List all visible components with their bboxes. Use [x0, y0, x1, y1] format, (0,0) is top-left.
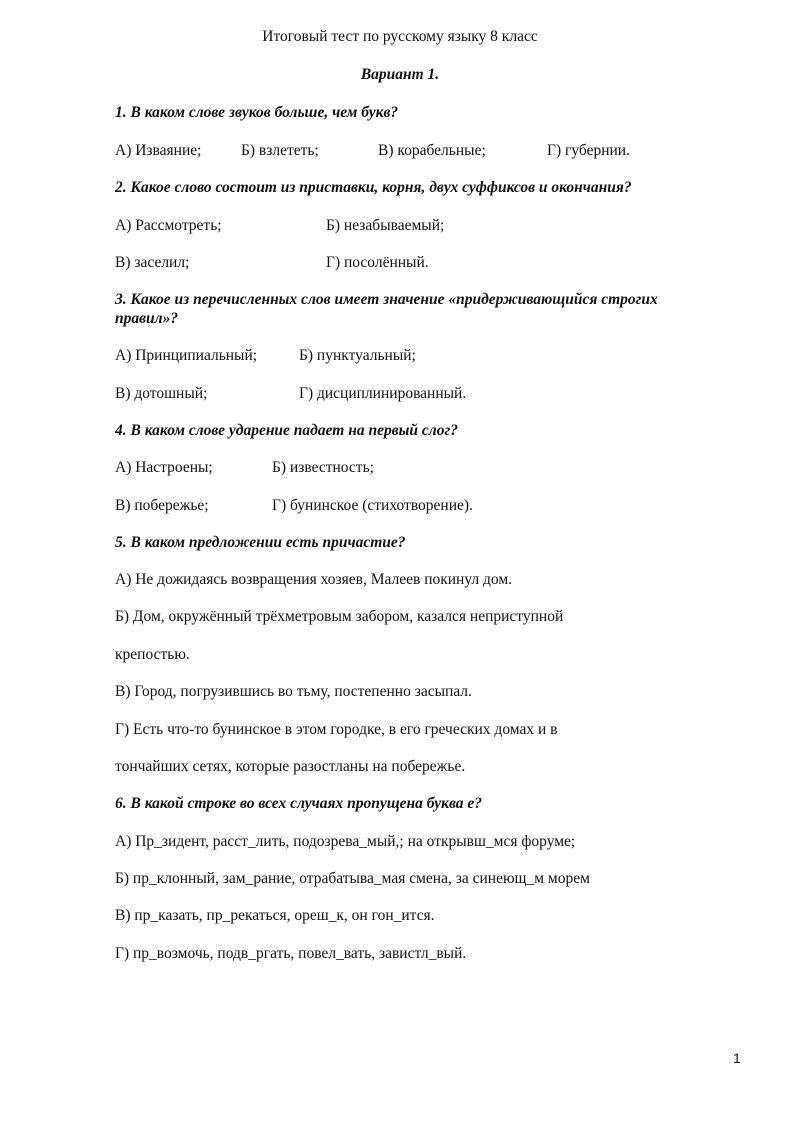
question-6: 6. В какой строке во всех случаях пропущена буква е? — [115, 795, 483, 812]
page-number: 1 — [733, 1050, 741, 1066]
q5-option-d-continued: тончайших сетях, которые разостланы на побережье. — [115, 758, 466, 775]
q1-option-a: А) Изваяние; — [115, 142, 202, 159]
q3-option-b: Б) пунктуальный; — [299, 347, 416, 364]
q2-option-d: Г) посолённый. — [326, 254, 429, 271]
q6-option-d: Г) пр_возмочь, подв_ргать, повел_вать, завистл_вый. — [115, 945, 467, 962]
question-4: 4. В каком слове ударение падает на первый слог? — [115, 422, 458, 439]
q6-option-a: А) Пр_зидент, расст_лить, подозрева_мый,; на открывш_мся форуме; — [115, 833, 576, 850]
q1-option-b: Б) взлететь; — [241, 142, 319, 159]
q3-option-d: Г) дисциплинированный. — [299, 385, 467, 402]
q4-option-d: Г) бунинское (стихотворение). — [272, 497, 473, 514]
question-3-line-1: 3. Какое из перечисленных слов имеет значение «придерживающийся строгих — [115, 291, 658, 308]
question-5: 5. В каком предложении есть причастие? — [115, 534, 406, 551]
question-3-line-2: правил»? — [115, 310, 179, 327]
q6-option-c: В) пр_казать, пр_рекаться, ореш_к, он гон_ится. — [115, 907, 435, 924]
q5-option-b-continued: крепостью. — [115, 646, 190, 663]
q5-option-c: В) Город, погрузившись во тьму, постепенно засыпал. — [115, 683, 472, 700]
question-1: 1. В каком слове звуков больше, чем букв? — [115, 104, 399, 121]
q1-option-d: Г) губернии. — [547, 142, 630, 159]
q5-option-d: Г) Есть что-то бунинское в этом городке, в его греческих домах и в — [115, 721, 558, 738]
q3-option-a: А) Принципиальный; — [115, 347, 258, 364]
q3-option-c: В) дотошный; — [115, 385, 208, 402]
q5-option-a: А) Не дожидаясь возвращения хозяев, Малеев покинул дом. — [115, 571, 513, 588]
q2-option-a: А) Рассмотреть; — [115, 217, 222, 234]
q2-option-b: Б) незабываемый; — [326, 217, 445, 234]
variant-heading: Вариант 1. — [360, 66, 440, 83]
q4-option-b: Б) известность; — [272, 459, 374, 476]
q4-option-a: А) Настроены; — [115, 459, 213, 476]
question-2: 2. Какое слово состоит из приставки, корня, двух суффиксов и окончания? — [115, 179, 632, 196]
q5-option-b: Б) Дом, окружённый трёхметровым забором, казался неприступной — [115, 608, 564, 625]
q2-option-c: В) заселил; — [115, 254, 190, 271]
document-title: Итоговый тест по русскому языку 8 класс — [262, 28, 538, 45]
q6-option-b: Б) пр_клонный, зам_рание, отрабатыва_мая смена, за синеющ_м морем — [115, 870, 590, 887]
q1-option-c: В) корабельные; — [378, 142, 486, 159]
q4-option-c: В) побережье; — [115, 497, 209, 514]
